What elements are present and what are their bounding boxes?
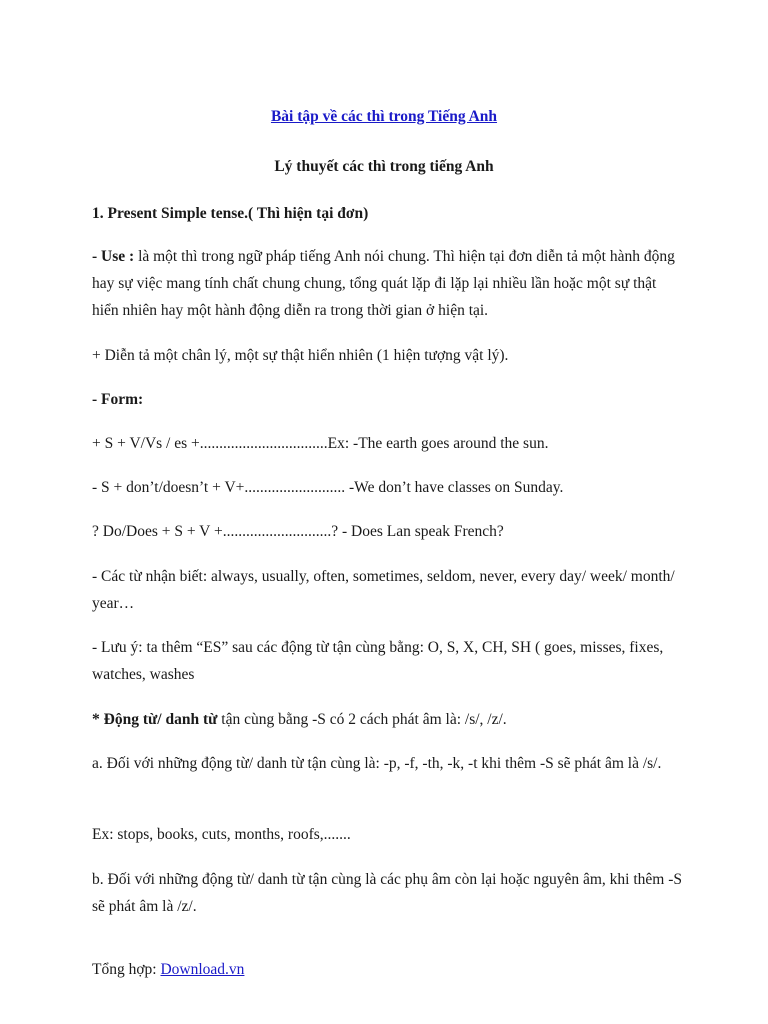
note-es: - Lưu ý: ta thêm “ES” sau các động từ tận cùng bằng: O, S, X, CH, SH ( goes, misses, fixes, watches, washes	[92, 639, 664, 683]
form-label	[92, 386, 682, 413]
rule-b: b. Đối với những động từ/ danh từ tận cùng là các phụ âm còn lại hoặc nguyên âm, khi thêm -S sẽ phát âm là /z/.	[92, 871, 682, 915]
document-title-link[interactable]: Bài tập về các thì trong Tiếng Anh	[270, 108, 498, 125]
use-text: là một thì trong ngữ pháp tiếng Anh nói chung. Thì hiện tại đơn diễn tả một hành động hay sự việc mang tính chất chung chung, tổng quát lặp đi lặp lại nhiều lần hoặc một sự thật hiển nhiên hay một hành động diễn ra trong thời gian ở hiện tại.	[92, 248, 675, 319]
pronunciation-paragraph	[92, 706, 682, 733]
form-negative: - S + don’t/doesn’t + V+.......................... -We don’t have classes on Sunday.	[92, 479, 564, 496]
example-a: Ex: stops, books, cuts, months, roofs,.......	[92, 826, 351, 843]
pronunciation-text: tận cùng bằng -S có 2 cách phát âm là: /s/, /z/.	[217, 711, 507, 728]
section-heading: 1. Present Simple tense.( Thì hiện tại đơn)	[92, 205, 369, 222]
footer	[92, 956, 682, 983]
use-paragraph	[92, 243, 682, 324]
form-label-text: - Form:	[92, 391, 144, 408]
signal-words: - Các từ nhận biết: always, usually, often, sometimes, seldom, never, every day/ week/ month/ year…	[92, 568, 675, 612]
footer-label: Tổng hợp:	[92, 961, 161, 978]
document-subtitle: Lý thuyết các thì trong tiếng Anh	[274, 158, 494, 175]
pronunciation-label: * Động từ/ danh từ	[92, 711, 218, 728]
form-affirmative: + S + V/Vs / es +.................................Ex: -The earth goes around the sun.	[92, 435, 549, 452]
form-question: ? Do/Does + S + V +............................? - Does Lan speak French?	[92, 523, 504, 540]
rule-a: a. Đối với những động từ/ danh từ tận cùng là: -p, -f, -th, -k, -t khi thêm -S sẽ phát âm là /s/.	[92, 755, 662, 772]
use-note: + Diễn tả một chân lý, một sự thật hiển nhiên (1 hiện tượng vật lý).	[92, 347, 509, 364]
footer-link[interactable]: Download.vn	[160, 961, 245, 978]
use-label: - Use :	[92, 248, 135, 265]
